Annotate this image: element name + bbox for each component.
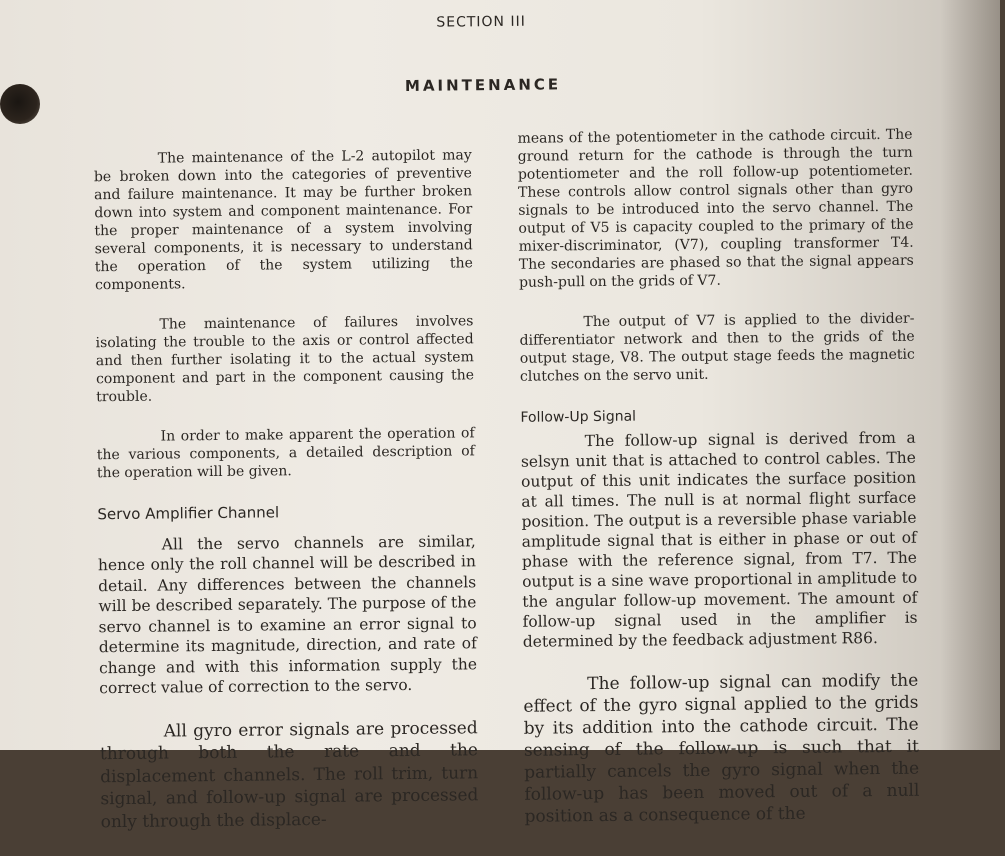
paragraph-v7-output: The output of V7 is applied to the divider-differentiator network and then to the grids of the output stage, V8. The output stage feeds the magnetic clutches on the servo unit. [519, 310, 915, 385]
page-title: MAINTENANCE [404, 75, 562, 95]
page-edge-shadow [940, 0, 1000, 750]
paragraph-failure-maintenance: The maintenance of failures involves isolating the trouble to the axis or control affected and then further isolating it to the actual system component and part in the component causing the trouble. [95, 313, 475, 406]
paragraph-followup-effect: The follow-up signal can modify the effect of the gyro signal applied to the grids by its addition into the cathode circuit. The sensing of the follow-up is such that it partially cancels the gyro signal when the follow-up has been moved out of a null position as a consequence of the [523, 670, 920, 827]
left-column [94, 146, 479, 855]
paragraph-servo-channels: All the servo channels are similar, hence only the roll channel will be described in detail. Any differences between the channels will be described separately. The purpose of the servo channel is to examine an error signal to determine its magnitude, direction, and rate of change and with this information supply the correct value of correction to the servo. [97, 531, 478, 698]
followup-effect-section [523, 670, 920, 828]
followup-heading: Follow-Up Signal [520, 408, 637, 426]
section-label: SECTION III [436, 13, 526, 31]
paragraph-maintenance-intro: The maintenance of the L-2 autopilot may be broken down into the categories of preventive and failure maintenance. It may be further broken down into system and component maintenance. For the proper maintenance of a system involving several components, it is necessary to understand the operation of the system utilizing the components. [93, 147, 473, 294]
binder-hole-icon [0, 84, 40, 124]
paragraph-gyro-signals: All gyro error signals are processed through both the rate and the displacement channels. The roll trim, turn signal, and follow-up signal are processed only through the displace- [99, 717, 479, 832]
servo-heading: Servo Amplifier Channel [97, 503, 280, 524]
followup-section [520, 404, 918, 652]
paragraph-cathode-circuit: means of the potentiometer in the cathode circuit. The ground return for the cathode is through the turn potentiometer and the roll follow-up potentiometer. These controls allow control signals other than gyro signals to be introduced into the servo channel. The output of V5 is capacity coupled to the primary of the mixer-discriminator, (V7), coupling transformer T4. The secondaries are phased so that the signal appears push-pull on the grids of V7. [517, 126, 914, 291]
paragraph-operation-description: In order to make apparent the operation of the various components, a detailed description of the operation will be given. [96, 425, 475, 482]
paragraph-followup-signal: The follow-up signal is derived from a selsyn unit that is attached to control cables. The output of this unit indicates the surface position at all times. The null is at normal flight surface position. The output is a reversible phase variable amplitude signal that is either in phase or out of phase with the reference signal, from T7. The output is a sine wave proportional in amplitude to the angular follow-up movement. The amount of follow-up signal used in the amplifier is determined by the feedback adjustment R86. [520, 428, 918, 651]
right-column [517, 126, 920, 850]
servo-section [97, 500, 477, 698]
gyro-section [100, 717, 479, 833]
